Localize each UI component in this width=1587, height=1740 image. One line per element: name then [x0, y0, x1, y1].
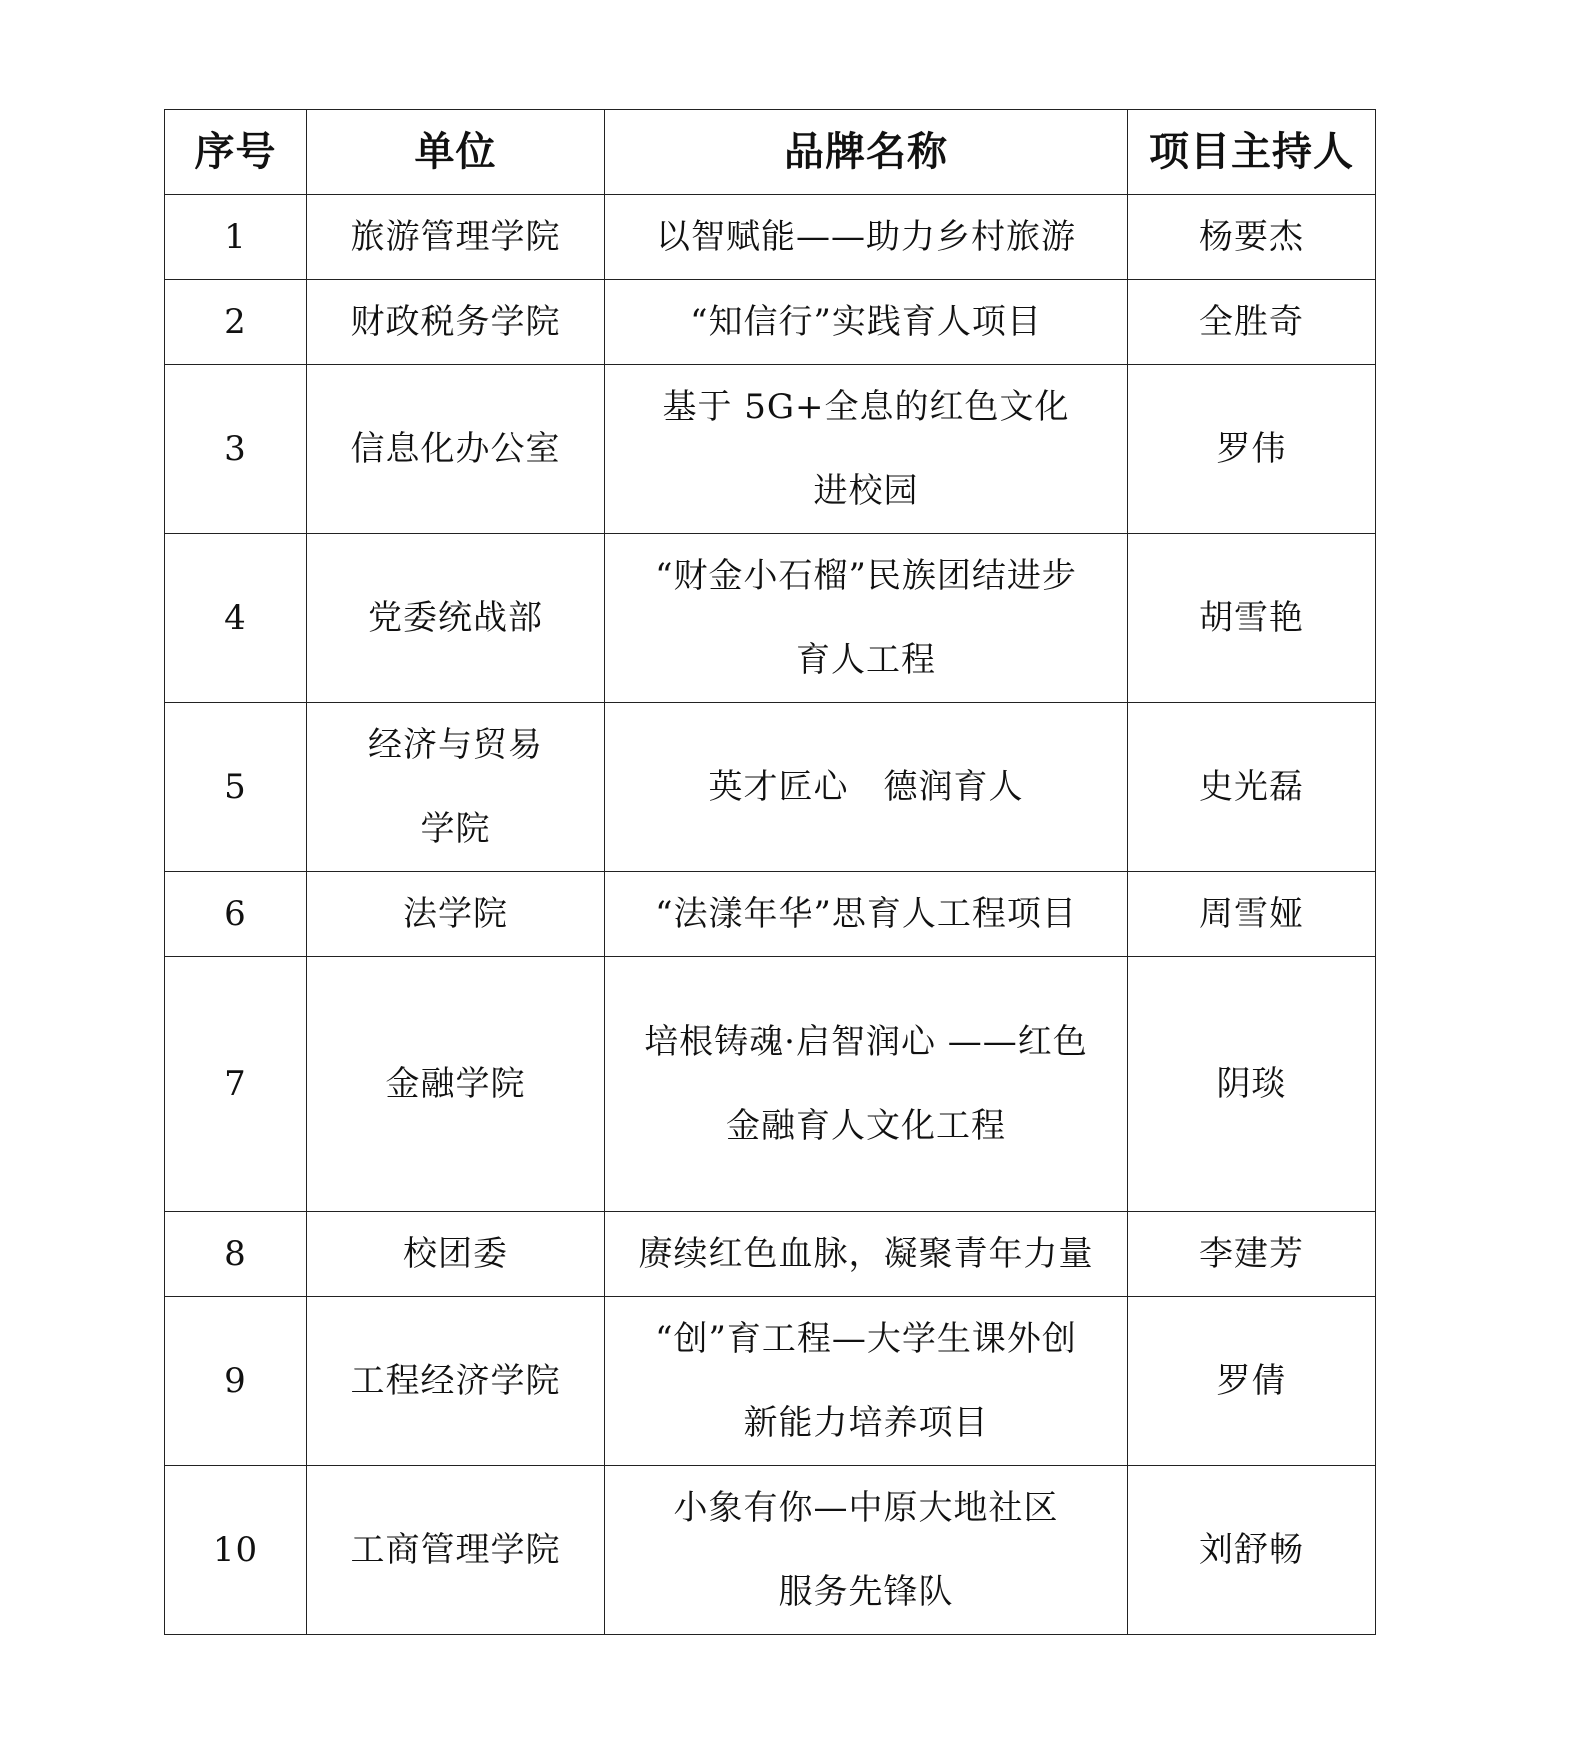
cell-brand-line: 小象有你—中原大地社区 — [673, 1488, 1059, 1528]
cell-host: 李建芳 — [1128, 1212, 1376, 1297]
cell-brand — [605, 534, 1128, 703]
cell-unit — [307, 1212, 605, 1297]
cell-unit — [307, 957, 605, 1212]
cell-brand — [605, 703, 1128, 872]
header-host: 项目主持人 — [1128, 110, 1376, 195]
cell-seq: 9 — [165, 1297, 307, 1466]
cell-brand-line: 赓续红色血脉，凝聚青年力量 — [638, 1234, 1094, 1274]
table-row — [165, 1212, 1376, 1297]
cell-brand-line: 育人工程 — [796, 640, 936, 680]
cell-seq: 5 — [165, 703, 307, 872]
table-header-row — [165, 110, 1376, 195]
cell-unit — [307, 534, 605, 703]
cell-unit-line: 财政税务学院 — [350, 302, 561, 342]
cell-seq: 2 — [165, 280, 307, 365]
cell-unit-line: 金融学院 — [385, 1064, 526, 1104]
table-row — [165, 872, 1376, 957]
cell-brand-line: “法漾年华”思育人工程项目 — [655, 894, 1077, 934]
cell-unit-line: 经济与贸易 — [368, 725, 543, 765]
cell-unit-line: 信息化办公室 — [350, 429, 561, 469]
cell-brand-line: “创”育工程—大学生课外创 — [655, 1319, 1077, 1359]
cell-brand-line: 以智赋能——助力乡村旅游 — [656, 217, 1076, 257]
cell-host: 周雪娅 — [1128, 872, 1376, 957]
table-body — [165, 195, 1376, 1635]
cell-brand-line: 服务先锋队 — [778, 1572, 954, 1612]
cell-host: 阴琰 — [1128, 957, 1376, 1212]
cell-unit — [307, 872, 605, 957]
cell-brand — [605, 957, 1128, 1212]
cell-seq: 3 — [165, 365, 307, 534]
table-row — [165, 1466, 1376, 1635]
cell-brand-line: 英才匠心 德润育人 — [708, 767, 1024, 807]
cell-unit-line: 工程经济学院 — [350, 1361, 561, 1401]
cell-brand-line: 基于 5G+全息的红色文化 — [662, 387, 1070, 427]
cell-unit-line: 法学院 — [403, 894, 508, 934]
cell-brand-line: 金融育人文化工程 — [726, 1106, 1006, 1146]
cell-seq: 4 — [165, 534, 307, 703]
cell-brand-line: 进校园 — [813, 471, 919, 511]
cell-host: 刘舒畅 — [1128, 1466, 1376, 1635]
cell-brand — [605, 1466, 1128, 1635]
table-row — [165, 365, 1376, 534]
cell-seq: 7 — [165, 957, 307, 1212]
cell-unit — [307, 280, 605, 365]
table-row — [165, 703, 1376, 872]
table-row — [165, 534, 1376, 703]
cell-brand — [605, 195, 1128, 280]
cell-host: 史光磊 — [1128, 703, 1376, 872]
cell-host: 全胜奇 — [1128, 280, 1376, 365]
cell-brand-line: 新能力培养项目 — [743, 1403, 989, 1443]
header-unit: 单位 — [307, 110, 605, 195]
cell-host: 罗倩 — [1128, 1297, 1376, 1466]
cell-unit-line: 工商管理学院 — [350, 1530, 561, 1570]
table-row — [165, 957, 1376, 1212]
cell-brand-line: “财金小石榴”民族团结进步 — [655, 556, 1077, 596]
cell-brand-line: “知信行”实践育人项目 — [690, 302, 1042, 342]
cell-host: 罗伟 — [1128, 365, 1376, 534]
cell-unit — [307, 1466, 605, 1635]
cell-unit — [307, 703, 605, 872]
table-row — [165, 280, 1376, 365]
cell-brand — [605, 1212, 1128, 1297]
header-seq: 序号 — [165, 110, 307, 195]
cell-brand — [605, 280, 1128, 365]
cell-brand — [605, 365, 1128, 534]
cell-seq: 6 — [165, 872, 307, 957]
cell-brand — [605, 1297, 1128, 1466]
cell-unit-line: 校团委 — [403, 1234, 508, 1274]
cell-brand — [605, 872, 1128, 957]
cell-unit-line: 旅游管理学院 — [350, 217, 561, 257]
cell-unit — [307, 365, 605, 534]
cell-unit-line: 党委统战部 — [368, 598, 543, 638]
table-row — [165, 195, 1376, 280]
table-row — [165, 1297, 1376, 1466]
cell-unit — [307, 195, 605, 280]
cell-seq: 1 — [165, 195, 307, 280]
cell-brand-line: 培根铸魂·启智润心 ——红色 — [644, 1022, 1088, 1062]
header-brand: 品牌名称 — [605, 110, 1128, 195]
cell-host: 杨要杰 — [1128, 195, 1376, 280]
cell-unit-line: 学院 — [420, 809, 491, 849]
brand-project-table — [164, 109, 1376, 1635]
cell-unit — [307, 1297, 605, 1466]
cell-seq: 8 — [165, 1212, 307, 1297]
cell-seq: 10 — [165, 1466, 307, 1635]
cell-host: 胡雪艳 — [1128, 534, 1376, 703]
